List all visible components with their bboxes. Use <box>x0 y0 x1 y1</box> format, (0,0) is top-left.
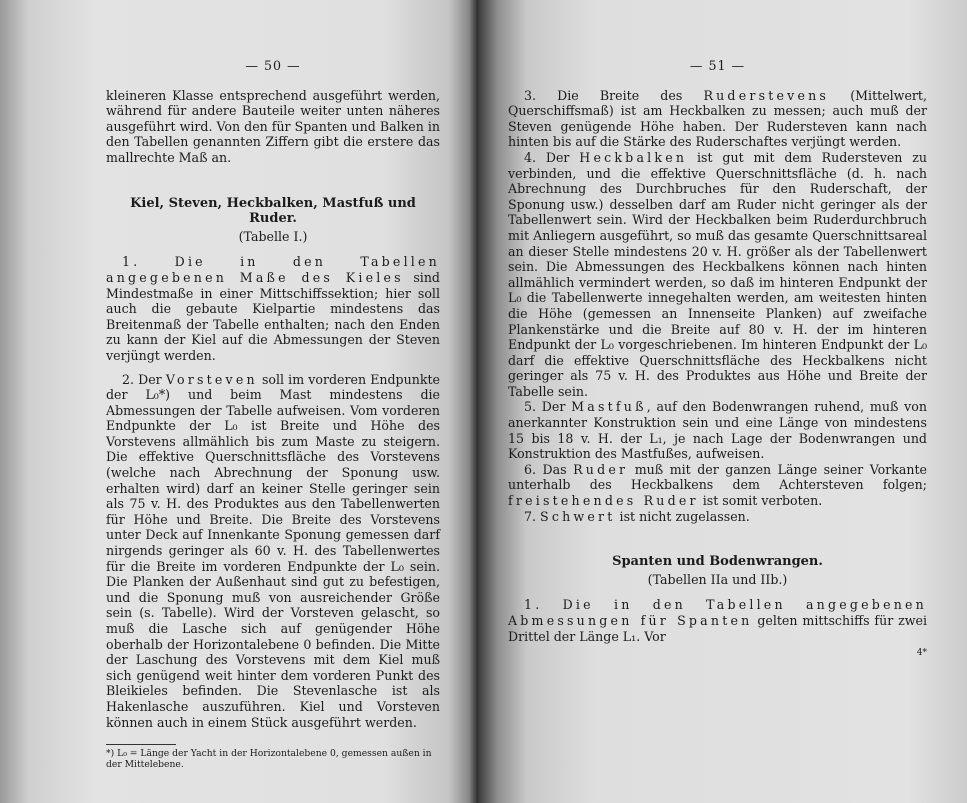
paragraph-1-kiel <box>106 254 440 363</box>
paragraph-7-lead: 7. <box>524 508 541 524</box>
page-number-right: — 51 — <box>689 58 746 73</box>
paragraph-3-rudersteven <box>508 88 927 150</box>
section-heading-spanten: Spanten und Bodenwrangen. <box>612 554 823 570</box>
paragraph-4-lead: 4. Der <box>524 149 580 165</box>
paragraph-4-text: ist gut mit dem Rudersteven zu verbinden, und die effektive Querschnittsfläche (d. h. nach Abrechnung des Durchbruches für den Ruderschaft, der Sponung usw.) desselben darf am Ruder nicht geringer als der Tabellenwert sein. Wird der Heckbalken beim Ruderdurchbruch mit Anliegern ausgeführt, so muß das gesamte Querschnittsareal an dieser Stelle mindestens 20 v. H. größer als der Tabellenwert sein. Die Abmessungen des Heckbalkens können nach hinten allmählich vermindert werden, so daß im hinteren Endpunkt der L₀ die Tabellenwerte innegehalten werden, am weitesten hinten die Höhe (gemessen an Innenseite Planken) auf zweifache Plankenstärke und die Breite auf 80 v. H. der im hinteren Endpunkt der L₀ vorgeschriebenen. Im hinteren Endpunkt der L₀ darf die effektive Querschnittsfläche des Heckbalkens nicht geringer als 75 v. H. des Produktes aus Höhe und Breite der Tabelle sein. <box>508 149 928 399</box>
paragraph-4-term: Heckbalken <box>579 149 688 165</box>
paragraph-1-lead: 1. Die in den Tabellen angegebenen Maße des Kieles <box>106 254 440 285</box>
paragraph-6-term: Ruder <box>573 461 629 477</box>
paragraph-6-text: ist somit verboten. <box>698 493 823 509</box>
right-page <box>478 0 967 803</box>
paragraph-4-heckbalken <box>508 150 927 400</box>
footnote: *) L₀ = Länge der Yacht in der Horizontalebene 0, gemessen außen in der Mittelebene. <box>106 748 432 771</box>
footnote-rule <box>106 744 176 745</box>
section-subheading-tabellen-2: (Tabellen IIa und IIb.) <box>647 571 788 587</box>
signature-mark: 4* <box>916 648 927 659</box>
section-heading-kiel: Kiel, Steven, Heckbalken, Mastfuß und Ruder. <box>130 195 416 227</box>
paragraph-6-ruder <box>508 462 927 509</box>
paragraph-2-vorsteven <box>106 372 440 731</box>
paragraph-8-text: gelten mittschiffs für zwei Drittel der Länge L₁. Vor <box>508 613 927 644</box>
page-number-left: — 50 — <box>245 58 301 73</box>
paragraph-5-term: Mastfuß <box>571 399 647 415</box>
paragraph-2-term: Vorsteven <box>165 371 258 387</box>
intro-paragraph: kleineren Klasse entsprechend ausgeführt werden, während für andere Bauteile weiter unten näheres ausgeführt wird. Von den für Spanten und Balken in den Tabellen genannten Ziffern gibt die erstere das mallrechte Maß an. <box>106 87 440 165</box>
paragraph-5-lead: 5. Der <box>524 399 572 415</box>
paragraph-8-spanten <box>508 597 927 644</box>
paragraph-3-text: (Mittelwert, Querschiffsmaß) ist am Heckbalken zu messen; auch muß der Steven genügende Höhe haben. Der Rudersteven kann nach hinten bis auf die Stärke des Ruderschaftes verjüngt werden. <box>508 87 927 150</box>
paragraph-3-term: Ruderstevens <box>703 87 830 103</box>
paragraph-6-mid: muß mit der ganzen Länge seiner Vorkante unterhalb des Heckbalkens dem Achtersteven folgen; <box>508 461 927 493</box>
paragraph-8-lead: 1. Die in den Tabellen angegebenen Abmessungen für Spanten <box>508 597 927 628</box>
section-subheading-tabelle-1: (Tabelle I.) <box>238 228 308 244</box>
paragraph-7-text: ist nicht zugelassen. <box>615 508 750 524</box>
paragraph-6-term-2: freistehendes Ruder <box>508 493 699 509</box>
paragraph-7-term: Schwert <box>540 508 616 524</box>
paragraph-3-lead: 3. Die Breite des <box>524 87 704 103</box>
paragraph-5-mastfuss <box>508 399 927 461</box>
paragraph-2-lead: 2. Der <box>122 371 166 387</box>
paragraph-2-text: soll im vorderen Endpunkte der L₀*) und beim Mast mindestens die Abmessungen der Tabelle aufweisen. Vom vorderen Endpunkte der L₀ ist Breite und Höhe des Vorstevens allmählich bis zum Maste zu steigern. Die effektive Querschnittsfläche des Vorstevens (welche nach Abrechnung der Sponung usw. erhalten wird) darf an keiner Stelle geringer sein als 75 v. H. des Produktes aus den Tabellenwerten für Höhe und Breite. Die Breite des Vorstevens unter Deck auf Innenkante Sponung gemessen darf nirgends geringer als 60 v. H. des Tabellenwertes für die Breite im vorderen Endpunkte der L₀ sein. Die Planken der Außenhaut sind gut zu befestigen, und die Sponung muß von ausreichender Größe sein (s. Tabelle). Wird der Vorsteven gelascht, so muß die Lasche sich auf genügender Höhe oberhalb der Horizontalebene 0 befinden. Die Mitte der Laschung des Vorstevens mit dem Kiel muß sich genügend weit hinter dem vorderen Punkt des Bleikieles befinden. Die Stevenlasche ist als Hakenlasche auszuführen. Kiel und Vorsteven können auch in einem Stück ausgeführt werden. <box>106 371 440 730</box>
paragraph-6-lead: 6. Das <box>524 461 574 477</box>
left-page <box>0 0 478 803</box>
paragraph-5-text: , auf den Bodenwrangen ruhend, muß von anerkannter Konstruktion sein und eine Länge von mindestens 15 bis 18 v. H. der L₁, je nach Lage der Bodenwrangen und Konstruktion des Mastfußes, aufweisen. <box>508 399 927 462</box>
paragraph-7-schwert <box>508 509 927 525</box>
paragraph-1-text: sind Mindestmaße in einer Mittschiffssektion; hier soll auch die gebaute Kielpartie mindestens das Breitenmaß der Tabelle enthalten; nach den Enden zu kann der Kiel auf die Abmessungen der Steven verjüngt werden. <box>106 269 440 363</box>
